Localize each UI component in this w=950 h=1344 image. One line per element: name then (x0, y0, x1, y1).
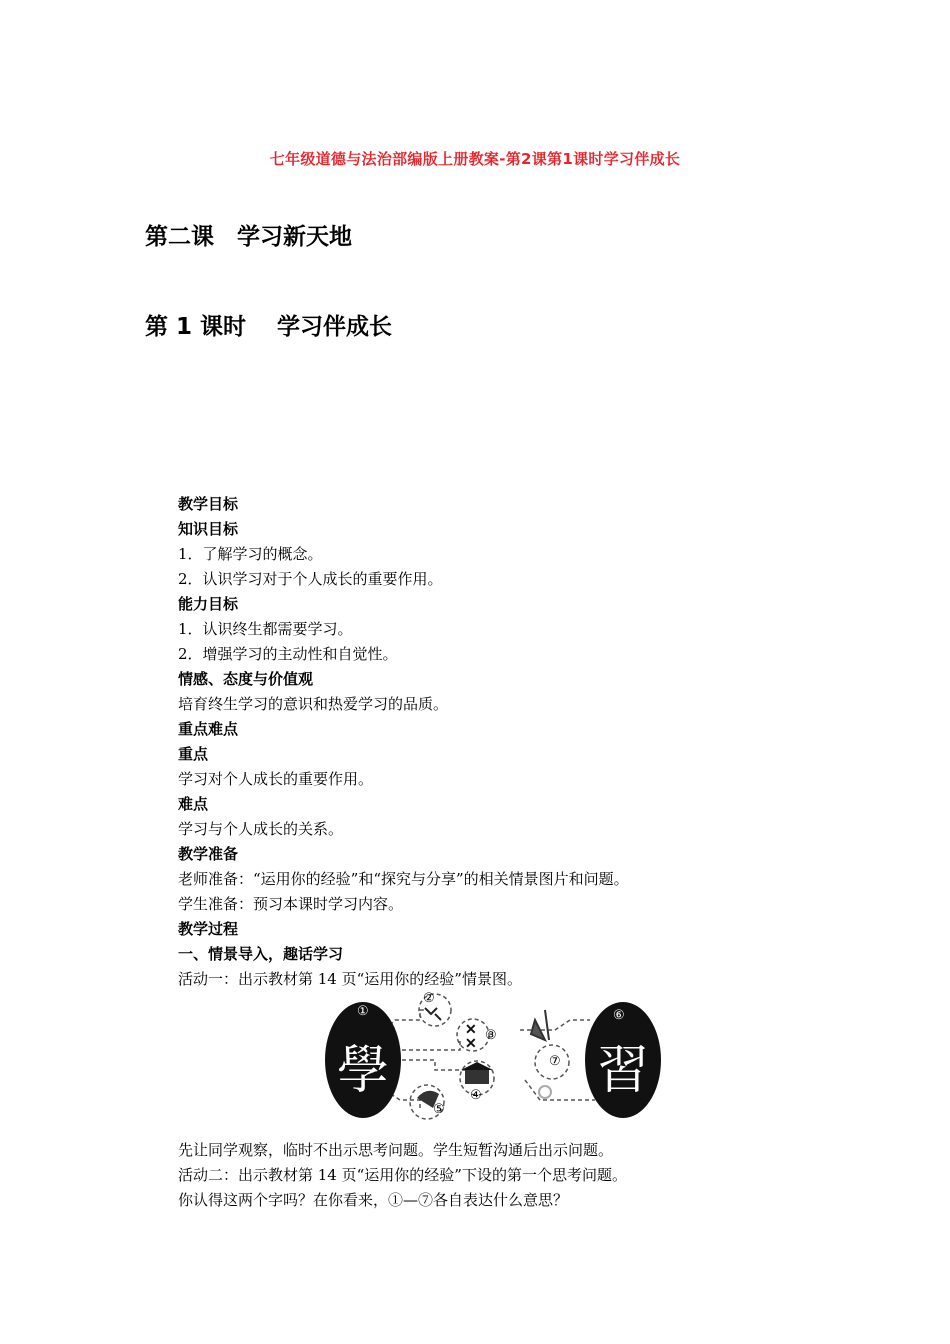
text-line: 教学目标 (178, 495, 239, 513)
text-line: 学习与个人成长的关系。 (178, 820, 344, 838)
text-line: 2．认识学习对于个人成长的重要作用。 (178, 570, 443, 588)
svg-text:✕: ✕ (465, 1036, 477, 1052)
marker-3: ③ (485, 1028, 497, 1043)
text-line: 1．了解学习的概念。 (178, 545, 323, 563)
text-line: 一、情景导入，趣话学习 (178, 945, 344, 963)
period-heading: 第 1 课时 学习伴成长 (145, 314, 393, 340)
seal-left-char: 學 (336, 1041, 389, 1101)
text-line: 老师准备：“运用你的经验”和“探究与分享”的相关情景图片和问题。 (178, 870, 629, 888)
text-line: 培育终生学习的意识和热爱学习的品质。 (178, 695, 449, 713)
text-line: 活动一：出示教材第 14 页“运用你的经验”情景图。 (178, 970, 522, 988)
svg-text:✕: ✕ (465, 1022, 477, 1038)
text-line: 活动二：出示教材第 14 页“运用你的经验”下设的第一个思考问题。 (178, 1166, 627, 1184)
marker-2: ② (423, 991, 435, 1006)
text-line: 难点 (178, 795, 209, 813)
text-line: 情感、态度与价值观 (178, 670, 314, 688)
text-line: 知识目标 (178, 520, 239, 538)
text-line: 先让同学观察，临时不出示思考问题。学生短暂沟通后出示问题。 (178, 1141, 614, 1159)
text-line: 重点难点 (178, 720, 239, 738)
lesson-plan-body (178, 492, 798, 992)
seal-script-illustration (325, 990, 665, 1128)
text-line: 学习对个人成长的重要作用。 (178, 770, 374, 788)
text-line: 1．认识终生都需要学习。 (178, 620, 353, 638)
marker-7: ⑦ (549, 1054, 561, 1069)
document-header-title: 七年级道德与法治部编版上册教案-第2课第1课时学习伴成长 (269, 150, 681, 168)
text-line: 重点 (178, 745, 209, 763)
marker-6: ⑥ (613, 1008, 625, 1023)
lesson-heading: 第二课 学习新天地 (145, 224, 352, 250)
text-line: 学生准备：预习本课时学习内容。 (178, 895, 404, 913)
marker-1: ① (357, 1004, 369, 1019)
text-line: 教学准备 (178, 845, 239, 863)
marker-4: ④ (470, 1088, 482, 1103)
marker-5: ⑤ (433, 1102, 445, 1117)
text-line: 2．增强学习的主动性和自觉性。 (178, 645, 398, 663)
text-line: 教学过程 (178, 920, 239, 938)
text-line: 你认得这两个字吗？在你看来，①—⑦各自表达什么意思？ (178, 1191, 569, 1209)
seal-right-char: 習 (596, 1041, 649, 1101)
lesson-plan-continued (178, 1138, 798, 1213)
text-line: 能力目标 (178, 595, 239, 613)
